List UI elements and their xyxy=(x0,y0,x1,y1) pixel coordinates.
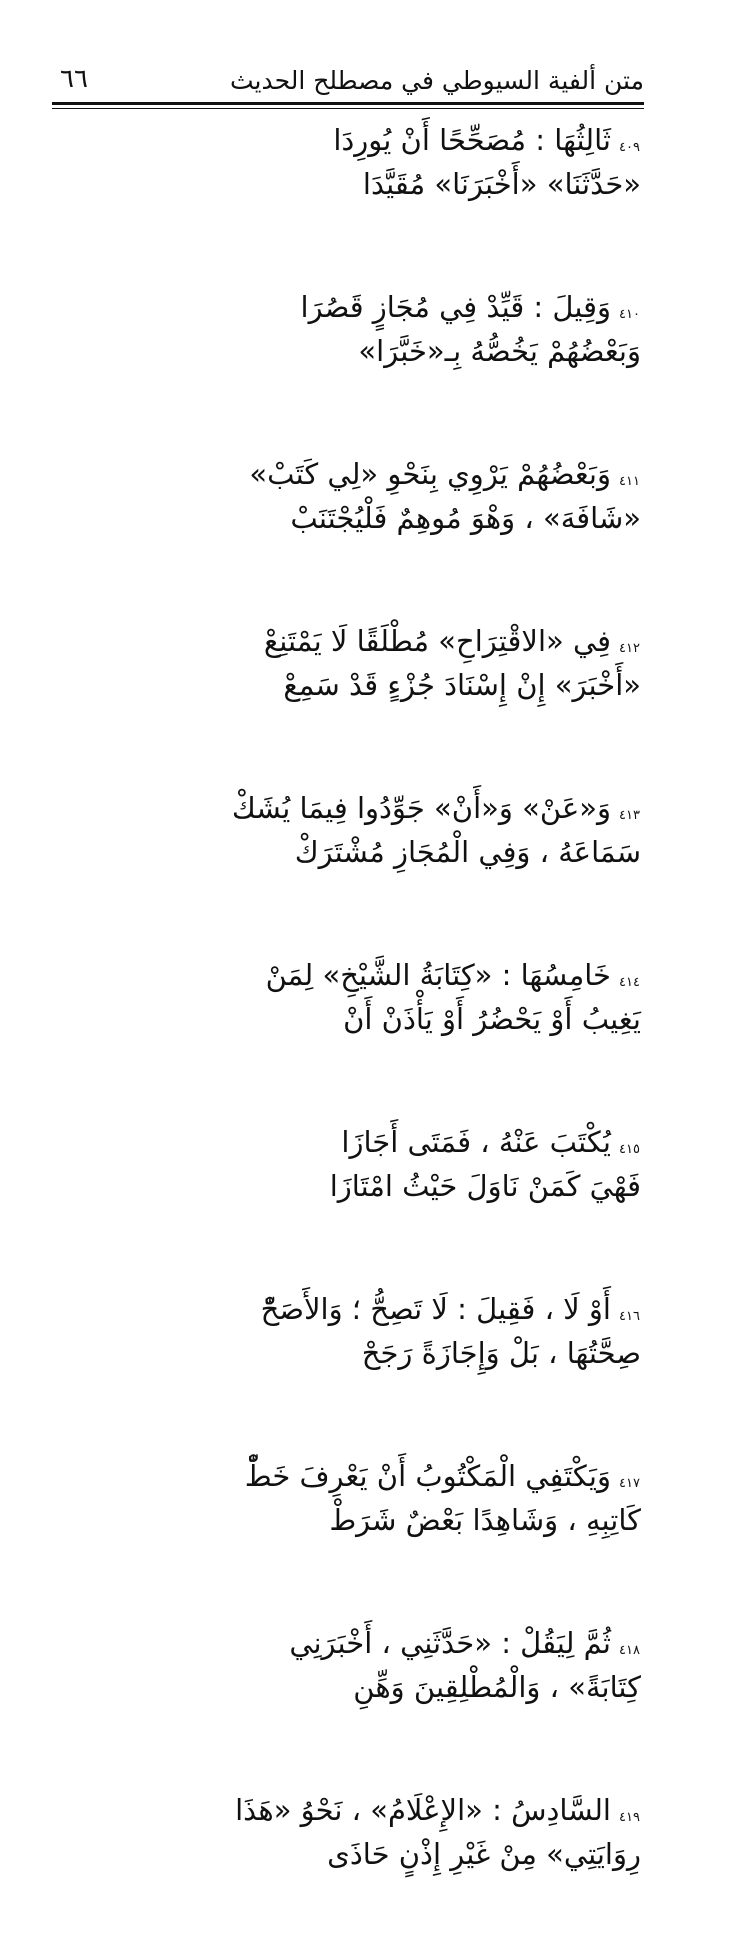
verse xyxy=(0,619,737,786)
page-header xyxy=(52,62,644,102)
verse-first-hemistich: وَبَعْضُهُمْ يَرْوِي بِنَحْوِ «لِي كَتَبْ» xyxy=(249,457,611,491)
verse xyxy=(0,1120,737,1287)
verse-first-hemistich: ثُمَّ لِيَقُلْ : «حَدَّثَنِي ، أَخْبَرَنِي xyxy=(289,1626,611,1660)
running-title: متن ألفية السيوطي في مصطلح الحديث xyxy=(229,66,644,95)
verse-number: ٤١٧ xyxy=(619,1476,640,1491)
verse-second-hemistich: كِتَابَةً» ، وَالْمُطْلِقِينَ وَهِّنِ xyxy=(353,1670,641,1704)
verse xyxy=(0,786,737,953)
verse xyxy=(0,953,737,1120)
header-rule-thin xyxy=(52,108,644,109)
verse-second-hemistich: فَهْيَ كَمَنْ نَاوَلَ حَيْثُ امْتَازَا xyxy=(329,1169,641,1203)
verse-number: ٤١١ xyxy=(619,474,640,489)
page-number: ٦٦ xyxy=(60,64,88,94)
verse-first-hemistich: السَّادِسُ : «الإِعْلَامُ» ، نَحْوُ «هَذَا xyxy=(235,1793,611,1827)
verse-first-hemistich: وَ«عَنْ» وَ«أَنْ» جَوِّدُوا فِيمَا يُشَكْ xyxy=(231,791,611,825)
verse xyxy=(0,1621,737,1788)
verse-second-hemistich: سَمَاعَهُ ، وَفِي الْمُجَازِ مُشْتَرَكْ xyxy=(294,835,641,869)
verse-number: ٤١٦ xyxy=(619,1309,640,1324)
verse-first-hemistich: يُكْتَبَ عَنْهُ ، فَمَتَى أَجَازَا xyxy=(341,1125,611,1159)
verse-number: ٤١٣ xyxy=(619,808,640,823)
verse-first-hemistich: ثَالِثُهَا : مُصَحِّحًا أَنْ يُورِدَا xyxy=(333,123,611,157)
verse-list xyxy=(0,118,737,1955)
verse-second-hemistich: كَاتِبِهِ ، وَشَاهِدًا بَعْضٌ شَرَطْ xyxy=(329,1503,641,1537)
verse-number: ٤١٢ xyxy=(619,641,640,656)
verse-first-hemistich: خَامِسُهَا : «كِتَابَةُ الشَّيْخِ» لِمَنْ xyxy=(265,958,611,992)
verse-first-hemistich: أَوْ لَا ، فَقِيلَ : لَا تَصِحُّ ؛ وَالأَصَحّْ xyxy=(260,1292,611,1326)
verse xyxy=(0,1454,737,1621)
verse xyxy=(0,1287,737,1454)
verse-second-hemistich: «شَافَهَ» ، وَهْوَ مُوهِمٌ فَلْيُجْتَنَبْ xyxy=(290,501,641,535)
verse-second-hemistich: «حَدَّثَنَا» «أَخْبَرَنَا» مُقَيَّدَا xyxy=(362,167,641,201)
verse xyxy=(0,452,737,619)
verse-first-hemistich: وَقِيلَ : قَيِّدْ فِي مُجَازٍ قَصُرَا xyxy=(300,290,611,324)
verse-number: ٤١٩ xyxy=(619,1810,640,1825)
verse xyxy=(0,285,737,452)
verse-number: ٤١٥ xyxy=(619,1142,640,1157)
verse-second-hemistich: «أَخْبَرَ» إِنْ إِسْنَادَ جُزْءٍ قَدْ سَمِعْ xyxy=(283,668,641,702)
verse-second-hemistich: وَبَعْضُهُمْ يَخُصُّهُ بِـ«خَبَّرَا» xyxy=(358,334,641,368)
verse-second-hemistich: يَغِيبُ أَوْ يَحْضُرُ أَوْ يَأْذَنْ أَنْ xyxy=(343,1002,641,1036)
verse xyxy=(0,1788,737,1955)
verse-second-hemistich: صِحَّتُهَا ، بَلْ وَإِجَازَةً رَجَحْ xyxy=(361,1336,641,1370)
verse xyxy=(0,118,737,285)
header-rule-thick xyxy=(52,102,644,105)
verse-first-hemistich: فِي «الاقْتِرَاحِ» مُطْلَقًا لَا يَمْتَنِعْ xyxy=(263,624,611,658)
verse-number: ٤١٤ xyxy=(619,975,640,990)
verse-number: ٤٠٩ xyxy=(619,140,640,155)
verse-second-hemistich: رِوَايَتِي» مِنْ غَيْرِ إِذْنٍ حَاذَى xyxy=(327,1837,641,1871)
verse-first-hemistich: وَيَكْتَفِي الْمَكْتُوبُ أَنْ يَعْرِفَ خَطّْ xyxy=(244,1459,611,1493)
verse-number: ٤١٨ xyxy=(619,1643,640,1658)
verse-number: ٤١٠ xyxy=(619,307,640,322)
